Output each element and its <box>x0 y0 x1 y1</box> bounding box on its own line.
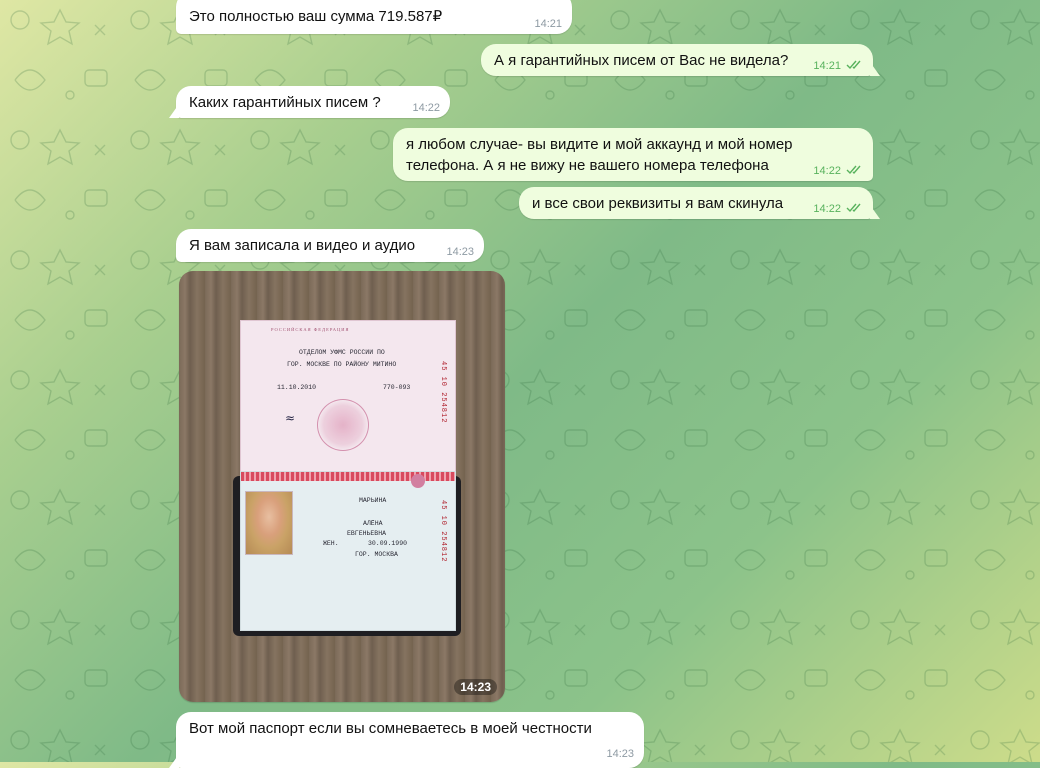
bubble-tail <box>870 205 880 219</box>
message-time: 14:23 <box>606 748 634 760</box>
message-outgoing <box>393 128 873 181</box>
bubble-tail <box>169 754 179 768</box>
passport-page-photo: МАРЬИНА АЛЁНА ЕВГЕНЬЕВНА ЖЕН. 30.09.1990 ГОР. МОСКВА 45 10 254812 <box>240 471 456 631</box>
message-text: Я вам записала и видео и аудио <box>189 237 416 254</box>
passport-stamp <box>317 399 369 451</box>
bubble-tail <box>870 62 880 76</box>
message-text: и все свои реквизиты я вам скинула <box>532 195 784 212</box>
message-time: 14:21 <box>534 18 562 30</box>
message-incoming <box>176 0 572 34</box>
message-meta: 14:22 <box>813 164 863 178</box>
photo-time: 14:23 <box>454 679 497 695</box>
message-text: Вот мой паспорт если вы сомневаетесь в моей честности <box>189 720 592 737</box>
message-incoming <box>176 712 644 768</box>
passport-page-issue: РОССИЙСКАЯ ФЕДЕРАЦИЯ ОТДЕЛОМ УФМС РОССИИ ПО ГОР. МОСКВЕ ПО РАЙОНУ МИТИНО 11.10.2010 770-093 ≈ 45 10 254812 <box>240 320 456 472</box>
passport-photo <box>245 491 293 555</box>
message-time: 14:22 <box>412 102 440 114</box>
double-check-icon <box>846 59 863 70</box>
message-text: Каких гарантийных писем ? <box>189 94 381 111</box>
emblem-icon <box>411 474 425 488</box>
message-meta: 14:22 <box>813 202 863 216</box>
double-check-icon <box>846 164 863 175</box>
message-time: 14:23 <box>446 246 474 258</box>
double-check-icon <box>846 202 863 213</box>
bubble-tail <box>169 104 179 118</box>
message-text-line2: телефона. А я не вижу не вашего номера телефона <box>406 157 769 174</box>
message-outgoing <box>519 187 873 219</box>
signature: ≈ <box>285 411 296 425</box>
message-incoming <box>176 229 484 262</box>
message-text-line1: я любом случае- вы видите и мой аккаунд и мой номер <box>406 136 793 153</box>
message-incoming <box>176 86 450 118</box>
message-text: Это полностью ваш сумма 719.587₽ <box>189 8 443 25</box>
message-meta: 14:21 <box>813 59 863 73</box>
message-text: А я гарантийных писем от Вас не видела? <box>494 52 789 69</box>
photo-message[interactable] <box>179 271 505 702</box>
message-outgoing <box>481 44 873 76</box>
